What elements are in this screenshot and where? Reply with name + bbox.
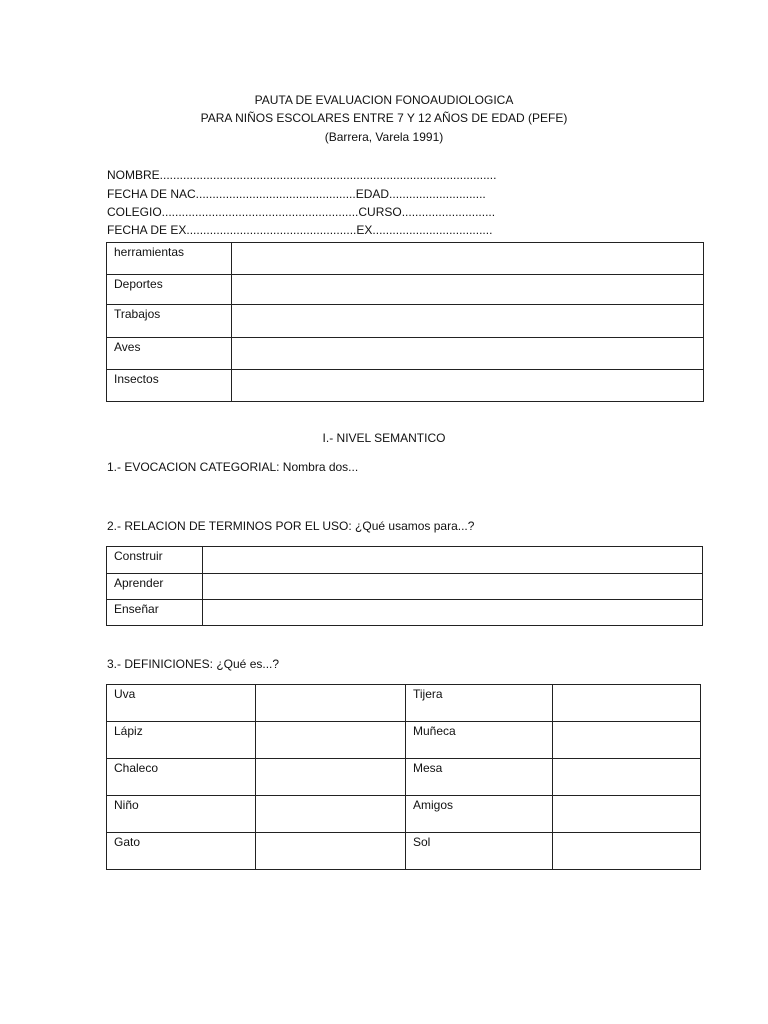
document-authors: (Barrera, Varela 1991) (324, 130, 444, 144)
word-label: Niño (107, 796, 256, 833)
category-label: Insectos (107, 370, 232, 402)
question-1: 1.- EVOCACION CATEGORIAL: Nombra dos... (107, 460, 359, 474)
document-subtitle: PARA NIÑOS ESCOLARES ENTRE 7 Y 12 AÑOS DE EDAD (PEFE) (200, 111, 568, 125)
word-label: Lápiz (107, 722, 256, 759)
category-label: Trabajos (107, 305, 232, 338)
answer-cell (232, 275, 704, 305)
answer-cell (203, 574, 703, 600)
answer-cell (203, 600, 703, 626)
table-row (107, 243, 704, 275)
answer-cell (232, 243, 704, 275)
table-row (107, 722, 701, 759)
term-label: Aprender (107, 574, 203, 600)
word-label: Amigos (406, 796, 553, 833)
document-title: PAUTA DE EVALUACION FONOAUDIOLOGICA (254, 93, 514, 107)
table-row (107, 338, 704, 370)
word-label: Chaleco (107, 759, 256, 796)
answer-cell (232, 305, 704, 338)
answer-cell (553, 685, 701, 722)
table-row (107, 275, 704, 305)
table-row (107, 600, 703, 626)
answer-cell (232, 338, 704, 370)
category-label: herramientas (107, 243, 232, 275)
fecha-nac-edad-field: FECHA DE NAC................................................EDAD............................. (107, 187, 486, 201)
table-row (107, 547, 703, 574)
answer-cell (256, 796, 406, 833)
table-row (107, 833, 701, 870)
answer-cell (553, 759, 701, 796)
table-row (107, 370, 704, 402)
uses-table (106, 546, 703, 626)
word-label: Gato (107, 833, 256, 870)
table-row (107, 305, 704, 338)
answer-cell (203, 547, 703, 574)
section-heading: I.- NIVEL SEMANTICO (322, 431, 446, 445)
category-label: Deportes (107, 275, 232, 305)
category-label: Aves (107, 338, 232, 370)
word-label: Sol (406, 833, 553, 870)
definitions-table (106, 684, 701, 870)
table-row (107, 685, 701, 722)
answer-cell (553, 796, 701, 833)
table-row (107, 796, 701, 833)
question-3: 3.- DEFINICIONES: ¿Qué es...? (107, 657, 280, 671)
word-label: Mesa (406, 759, 553, 796)
word-label: Muñeca (406, 722, 553, 759)
answer-cell (256, 685, 406, 722)
question-2: 2.- RELACION DE TERMINOS POR EL USO: ¿Qué usamos para...? (107, 519, 475, 533)
fecha-ex-field: FECHA DE EX...................................................EX.................................... (107, 223, 493, 237)
answer-cell (553, 833, 701, 870)
answer-cell (256, 833, 406, 870)
answer-cell (553, 722, 701, 759)
table-row (107, 759, 701, 796)
word-label: Uva (107, 685, 256, 722)
term-label: Construir (107, 547, 203, 574)
word-label: Tijera (406, 685, 553, 722)
categories-table (106, 242, 704, 402)
term-label: Enseñar (107, 600, 203, 626)
colegio-curso-field: COLEGIO...........................................................CURSO............................ (107, 205, 496, 219)
answer-cell (256, 722, 406, 759)
answer-cell (256, 759, 406, 796)
table-row (107, 574, 703, 600)
nombre-field: NOMBRE..................................................................................................... (107, 168, 497, 182)
answer-cell (232, 370, 704, 402)
